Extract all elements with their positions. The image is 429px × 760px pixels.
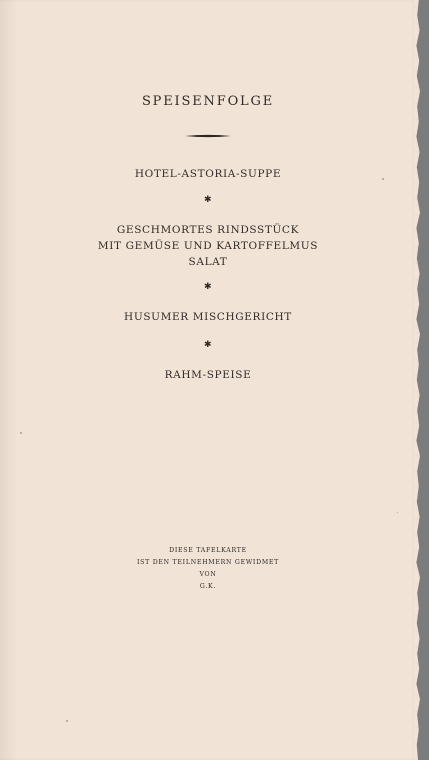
paper-speck — [66, 720, 68, 722]
course-husum — [0, 309, 416, 325]
course-line: HUSUMER MISCHGERICHT — [124, 311, 292, 323]
course-line: SALAT — [188, 256, 228, 268]
ornamental-rule — [185, 134, 231, 138]
course-line: GESCHMORTES RINDSSTÜCK — [116, 224, 300, 236]
dedication-line: DIESE TAFELKARTE — [169, 547, 247, 554]
course-dessert — [0, 367, 416, 383]
dedication-line: VON — [199, 571, 217, 578]
paper-speck — [20, 432, 22, 434]
course-line: MIT GEMÜSE UND KARTOFFELMUS — [97, 240, 319, 252]
separator-star-icon: ✱ — [203, 195, 213, 205]
course-main — [0, 222, 416, 270]
course-line: HOTEL-ASTORIA-SUPPE — [134, 168, 282, 180]
course-line: RAHM-SPEISE — [164, 369, 252, 381]
dedication-line: G.K. — [199, 583, 217, 590]
paper-speck — [382, 178, 384, 180]
separator-star-icon: ✱ — [203, 282, 213, 292]
paper-speck — [397, 512, 398, 513]
course-soup — [0, 166, 416, 182]
dedication-line: IST DEN TEILNEHMERN GEWIDMET — [136, 559, 280, 566]
dedication — [0, 545, 416, 593]
menu-title: SPEISENFOLGE — [141, 94, 275, 109]
separator-star-icon: ✱ — [203, 340, 213, 350]
